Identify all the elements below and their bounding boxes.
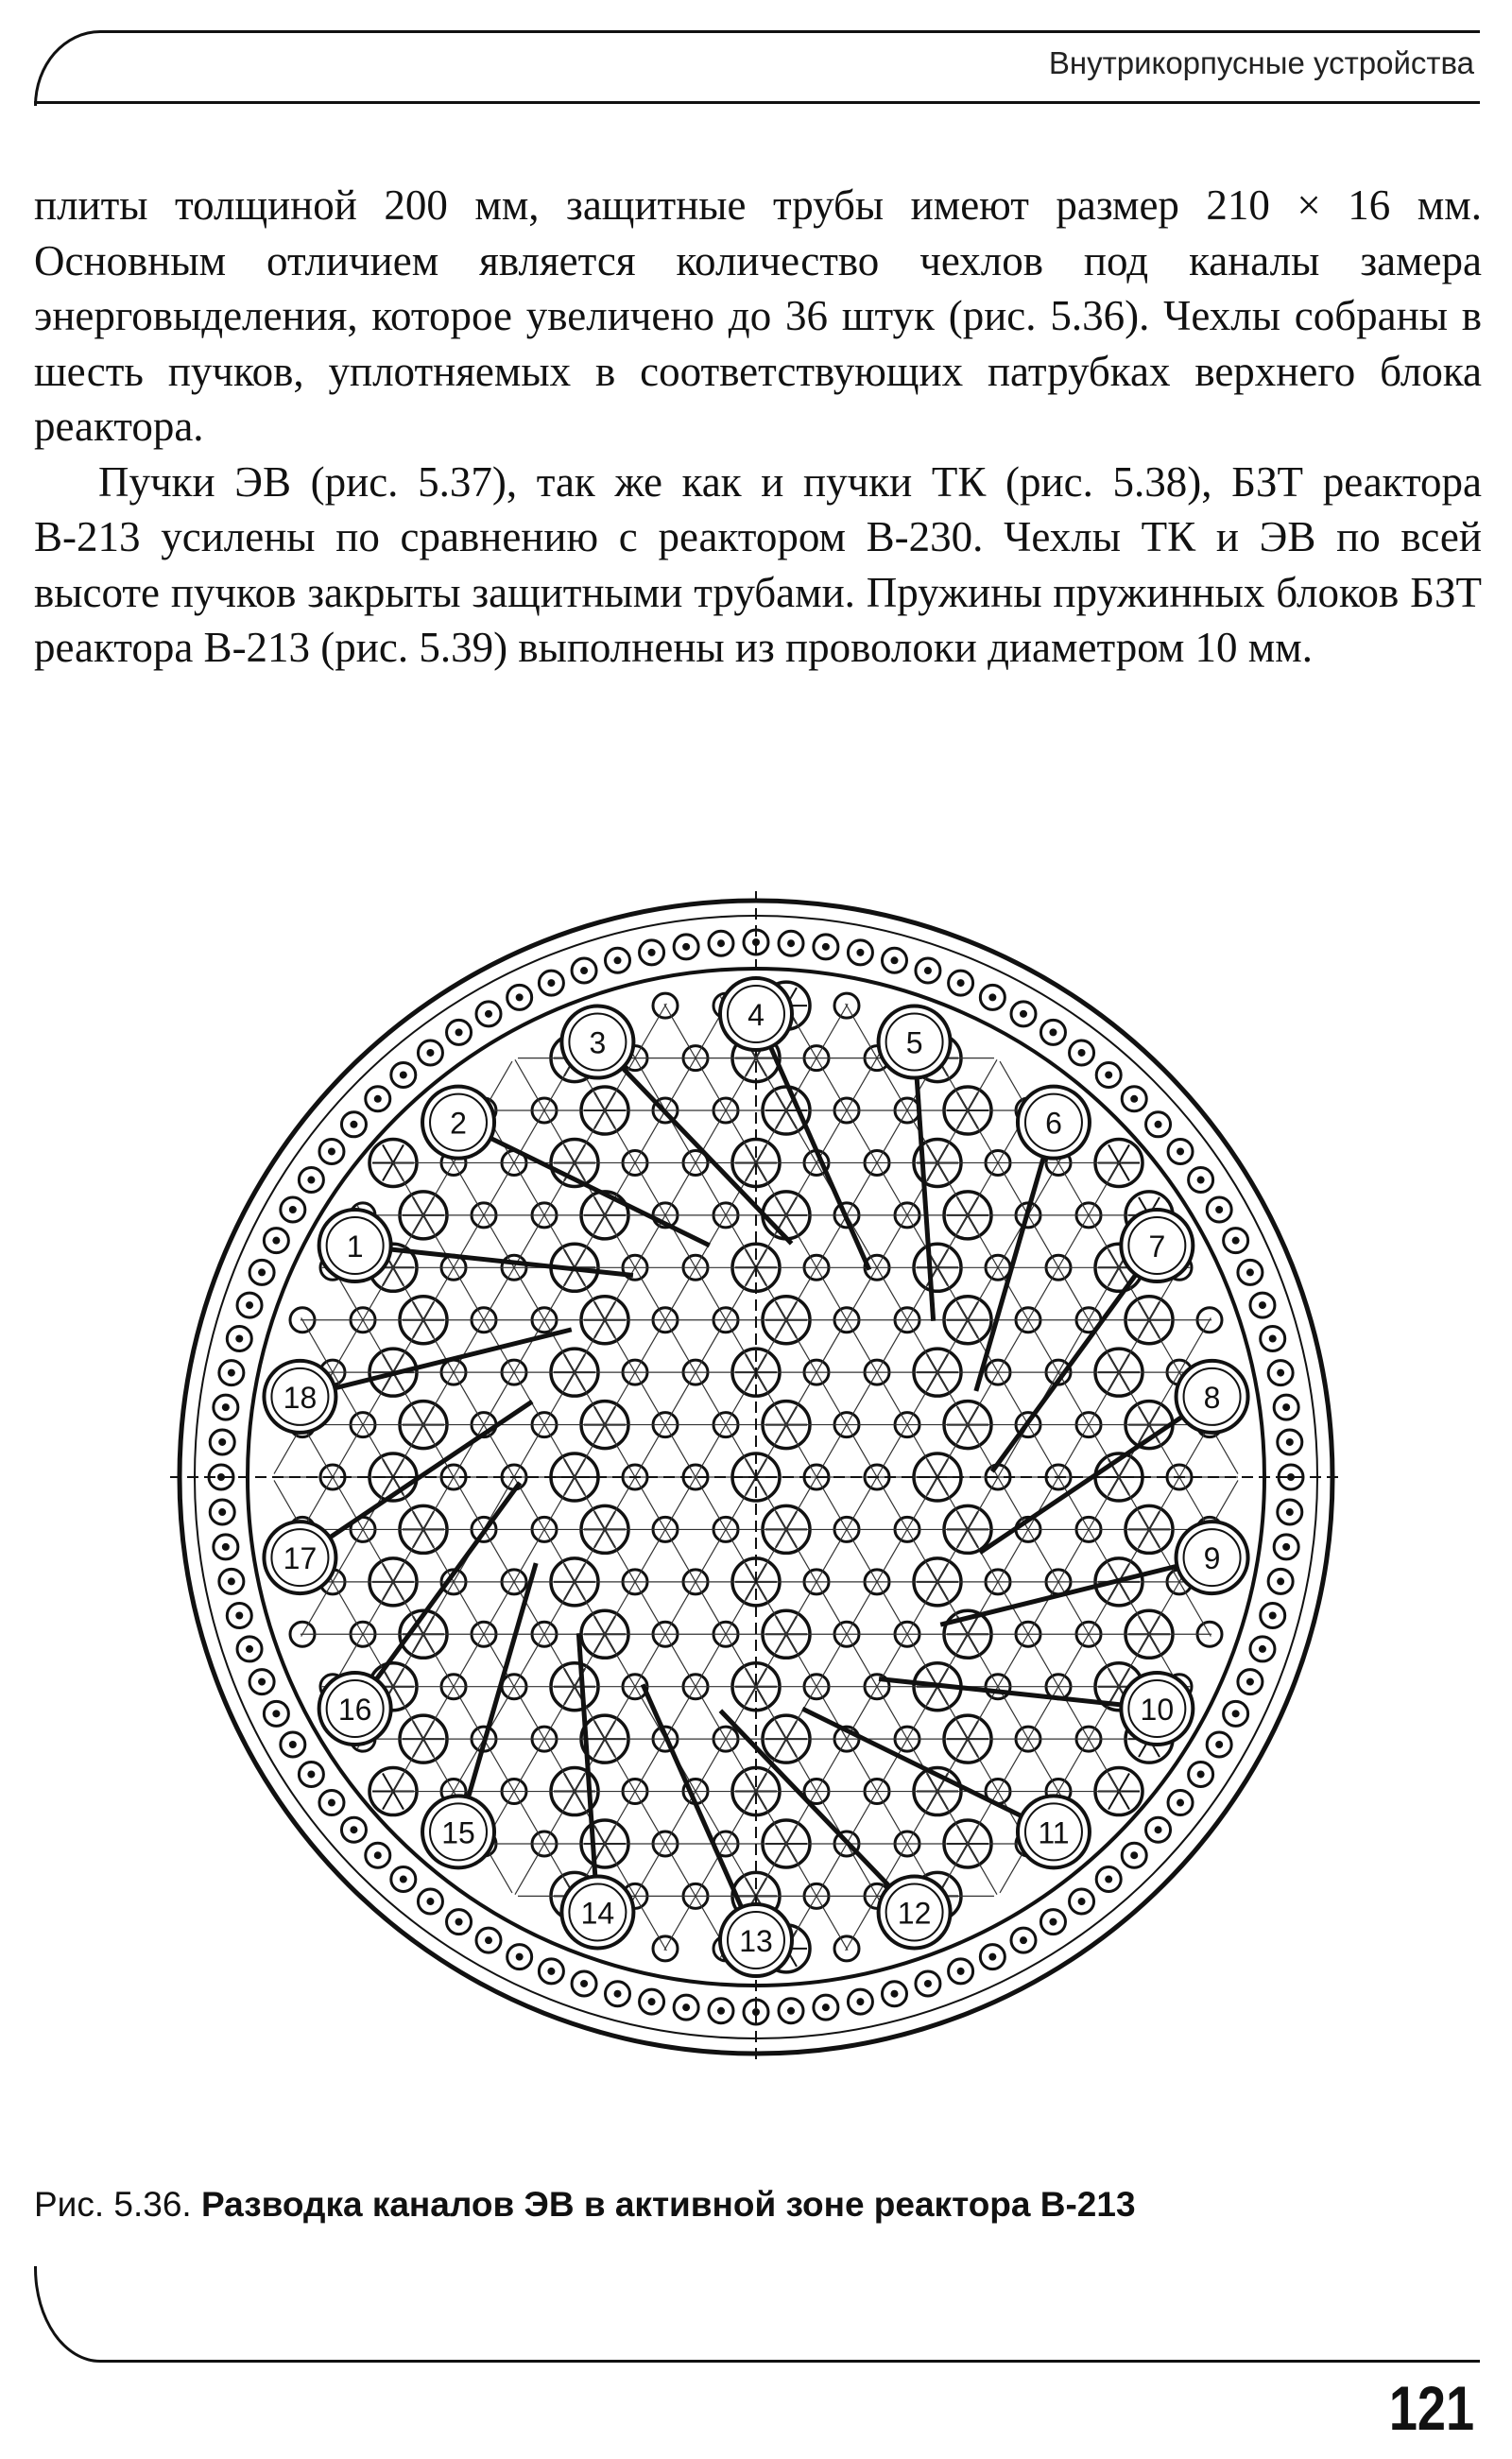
peripheral-channel-dot: [258, 1678, 266, 1686]
peripheral-channel-dot: [289, 1206, 297, 1213]
peripheral-channel-dot: [400, 1071, 407, 1078]
peripheral-channel-dot: [1155, 1826, 1162, 1833]
peripheral-channel-dot: [228, 1577, 235, 1585]
peripheral-channel-dot: [516, 1953, 524, 1961]
footer-rule: [34, 2266, 1480, 2363]
reactor-core-figure: [142, 849, 1370, 2106]
peripheral-channel-dot: [1105, 1071, 1112, 1078]
peripheral-channel-dot: [1177, 1147, 1184, 1155]
reactor-core-diagram: [142, 849, 1370, 2106]
channel-route: [355, 1483, 520, 1709]
peripheral-channel-dot: [218, 1508, 226, 1516]
peripheral-channel-dot: [957, 979, 965, 987]
peripheral-channel-dot: [717, 2007, 725, 2015]
peripheral-channel-dot: [1049, 1028, 1057, 1036]
peripheral-channel-dot: [614, 956, 622, 964]
bundle-callout-label: 7: [1148, 1230, 1166, 1264]
paragraph-1: плиты толщиной 200 мм, защитные трубы имеют размер 210 × 16 мм. Основным отличием является количество чехлов под каналы замера энерговыделения, которое увеличено до 36 штук (рис. 5.36). Чехлы собраны в шесть пучков, уплотняемых в соответствующих патрубках верхнего блока реактора.: [34, 181, 1482, 450]
peripheral-channel-dot: [648, 949, 656, 956]
peripheral-channel-dot: [374, 1095, 382, 1103]
peripheral-channel-dot: [1259, 1301, 1266, 1309]
peripheral-channel-dot: [1049, 1918, 1057, 1926]
peripheral-channel-dot: [1282, 1543, 1290, 1551]
channel-routing-lines: [170, 891, 1342, 2063]
peripheral-channel-dot: [717, 939, 725, 947]
bundle-callout-label: 18: [283, 1380, 318, 1415]
bundle-callout-label: 17: [283, 1541, 318, 1576]
peripheral-channel-dot: [328, 1147, 335, 1155]
peripheral-channel-dot: [222, 1403, 230, 1411]
peripheral-channel-dot: [580, 1980, 588, 1987]
figure-caption: [34, 2185, 1136, 2225]
peripheral-channel-dot: [307, 1770, 315, 1778]
peripheral-channel-dot: [856, 1998, 864, 2005]
caption-title: Разводка каналов ЭВ в активной зоне реактора В-213: [200, 2185, 1136, 2224]
bundle-callout-label: 12: [897, 1896, 932, 1931]
peripheral-channel-dot: [1177, 1799, 1184, 1807]
peripheral-channel-dot: [246, 1645, 253, 1653]
peripheral-channel-dot: [516, 993, 524, 1001]
peripheral-channel-dot: [1155, 1121, 1162, 1128]
bundle-callout-label: 13: [739, 1924, 773, 1958]
peripheral-channel-dot: [246, 1301, 253, 1309]
peripheral-channel-dot: [1130, 1851, 1138, 1859]
peripheral-channel-dot: [1282, 1403, 1290, 1411]
peripheral-channel-dot: [1197, 1770, 1205, 1778]
peripheral-channel-dot: [235, 1335, 243, 1343]
peripheral-channel-dot: [924, 967, 932, 974]
peripheral-channel-dot: [1215, 1206, 1223, 1213]
peripheral-channel-dot: [218, 1438, 226, 1446]
bundle-callout-label: 4: [747, 998, 765, 1032]
peripheral-channel-dot: [787, 2007, 795, 2015]
channel-route: [992, 1246, 1157, 1471]
paragraph-2: Пучки ЭВ (рис. 5.37), так же как и пучки ТК (рис. 5.38), БЗТ реактора В-213 усилены по сравнению с реактором В-230. Чехлы ТК и ЭВ по всей высоте пучков закрыты защитными трубами. Пружины пружинных блоков БЗТ реактора В-213 (рис. 5.39) выполнены из проволоки диаметром 10 мм.: [34, 457, 1482, 671]
peripheral-channel-dot: [485, 1010, 492, 1018]
peripheral-channel-dot: [648, 1998, 656, 2005]
peripheral-channel-dot: [350, 1826, 357, 1833]
bundle-callout-label: 5: [905, 1025, 923, 1060]
peripheral-channel-dot: [547, 1968, 555, 1975]
peripheral-channel-dot: [1269, 1335, 1277, 1343]
peripheral-channel-dot: [1286, 1508, 1294, 1516]
peripheral-channel-dot: [455, 1028, 463, 1036]
peripheral-channel-dot: [787, 939, 795, 947]
peripheral-channel-dot: [1259, 1645, 1266, 1653]
peripheral-channel-dot: [890, 1990, 898, 1998]
body-text: [34, 178, 1482, 676]
bundle-callout-label: 14: [580, 1896, 615, 1931]
lattice-line: [472, 1089, 951, 1918]
peripheral-channel-dot: [1078, 1898, 1086, 1905]
peripheral-channel-dot: [1232, 1237, 1240, 1245]
bundle-callout-label: 9: [1203, 1541, 1221, 1576]
peripheral-channel-dot: [614, 1990, 622, 1998]
lattice-line: [781, 996, 1185, 1697]
peripheral-channel-dot: [580, 967, 588, 974]
peripheral-channel-dot: [856, 949, 864, 956]
peripheral-channel-dot: [426, 1049, 434, 1057]
peripheral-channel-dot: [1020, 1936, 1027, 1944]
bundle-callout-label: 2: [450, 1106, 467, 1141]
peripheral-channel-dot: [1020, 1010, 1027, 1018]
peripheral-channel-dot: [988, 1953, 996, 1961]
bundle-callout-label: 1: [346, 1230, 364, 1264]
peripheral-channel-dot: [307, 1177, 315, 1184]
peripheral-channel-dot: [289, 1741, 297, 1748]
bundle-callout-label: 8: [1203, 1380, 1221, 1415]
peripheral-channel-dot: [890, 956, 898, 964]
peripheral-channel-dot: [485, 1936, 492, 1944]
peripheral-channel-dot: [1286, 1438, 1294, 1446]
lattice-line: [562, 1036, 1041, 1866]
peripheral-channel-dot: [350, 1121, 357, 1128]
peripheral-channel-dot: [988, 993, 996, 1001]
running-head: Внутрикорпусные устройства: [1048, 45, 1474, 80]
peripheral-channel-dot: [1269, 1611, 1277, 1619]
peripheral-channel-dot: [228, 1369, 235, 1377]
bundle-callout-label: 16: [337, 1693, 372, 1727]
peripheral-channel-dot: [1197, 1177, 1205, 1184]
peripheral-channel-dot: [426, 1898, 434, 1905]
peripheral-channel-dot: [1215, 1741, 1223, 1748]
bundle-callout-label: 11: [1038, 1815, 1070, 1850]
peripheral-channel-dot: [1277, 1369, 1284, 1377]
peripheral-channel-dot: [1105, 1876, 1112, 1883]
peripheral-channel-dot: [1246, 1268, 1254, 1276]
peripheral-channel-dot: [455, 1918, 463, 1926]
peripheral-channel-dot: [1130, 1095, 1138, 1103]
peripheral-channel-dot: [547, 979, 555, 987]
bundle-callout-label: 10: [1140, 1693, 1175, 1727]
peripheral-channel-dot: [1232, 1710, 1240, 1717]
peripheral-channel-dot: [222, 1543, 230, 1551]
peripheral-channel-dot: [374, 1851, 382, 1859]
lattice-line: [327, 1258, 731, 1959]
caption-number: Рис. 5.36.: [34, 2185, 192, 2224]
peripheral-channel-dot: [235, 1611, 243, 1619]
peripheral-channel-dot: [822, 2003, 830, 2011]
bundle-callout-label: 15: [441, 1815, 475, 1850]
peripheral-channel-dot: [682, 2003, 690, 2011]
bundle-callout-label: 3: [589, 1025, 607, 1060]
bundle-callout-label: 6: [1045, 1106, 1062, 1141]
peripheral-channel-dot: [682, 943, 690, 951]
peripheral-channel-dot: [1277, 1577, 1284, 1585]
page-number: 121: [1388, 2373, 1474, 2443]
peripheral-channel-dot: [400, 1876, 407, 1883]
peripheral-channel-dot: [272, 1710, 280, 1717]
peripheral-channel-dot: [1078, 1049, 1086, 1057]
peripheral-channel-dot: [924, 1980, 932, 1987]
peripheral-channel-dot: [822, 943, 830, 951]
peripheral-channel-dot: [272, 1237, 280, 1245]
peripheral-channel-dot: [957, 1968, 965, 1975]
peripheral-channel-dot: [258, 1268, 266, 1276]
peripheral-channel-dot: [1246, 1678, 1254, 1686]
peripheral-channel-dot: [328, 1799, 335, 1807]
channel-route: [720, 1711, 914, 1912]
